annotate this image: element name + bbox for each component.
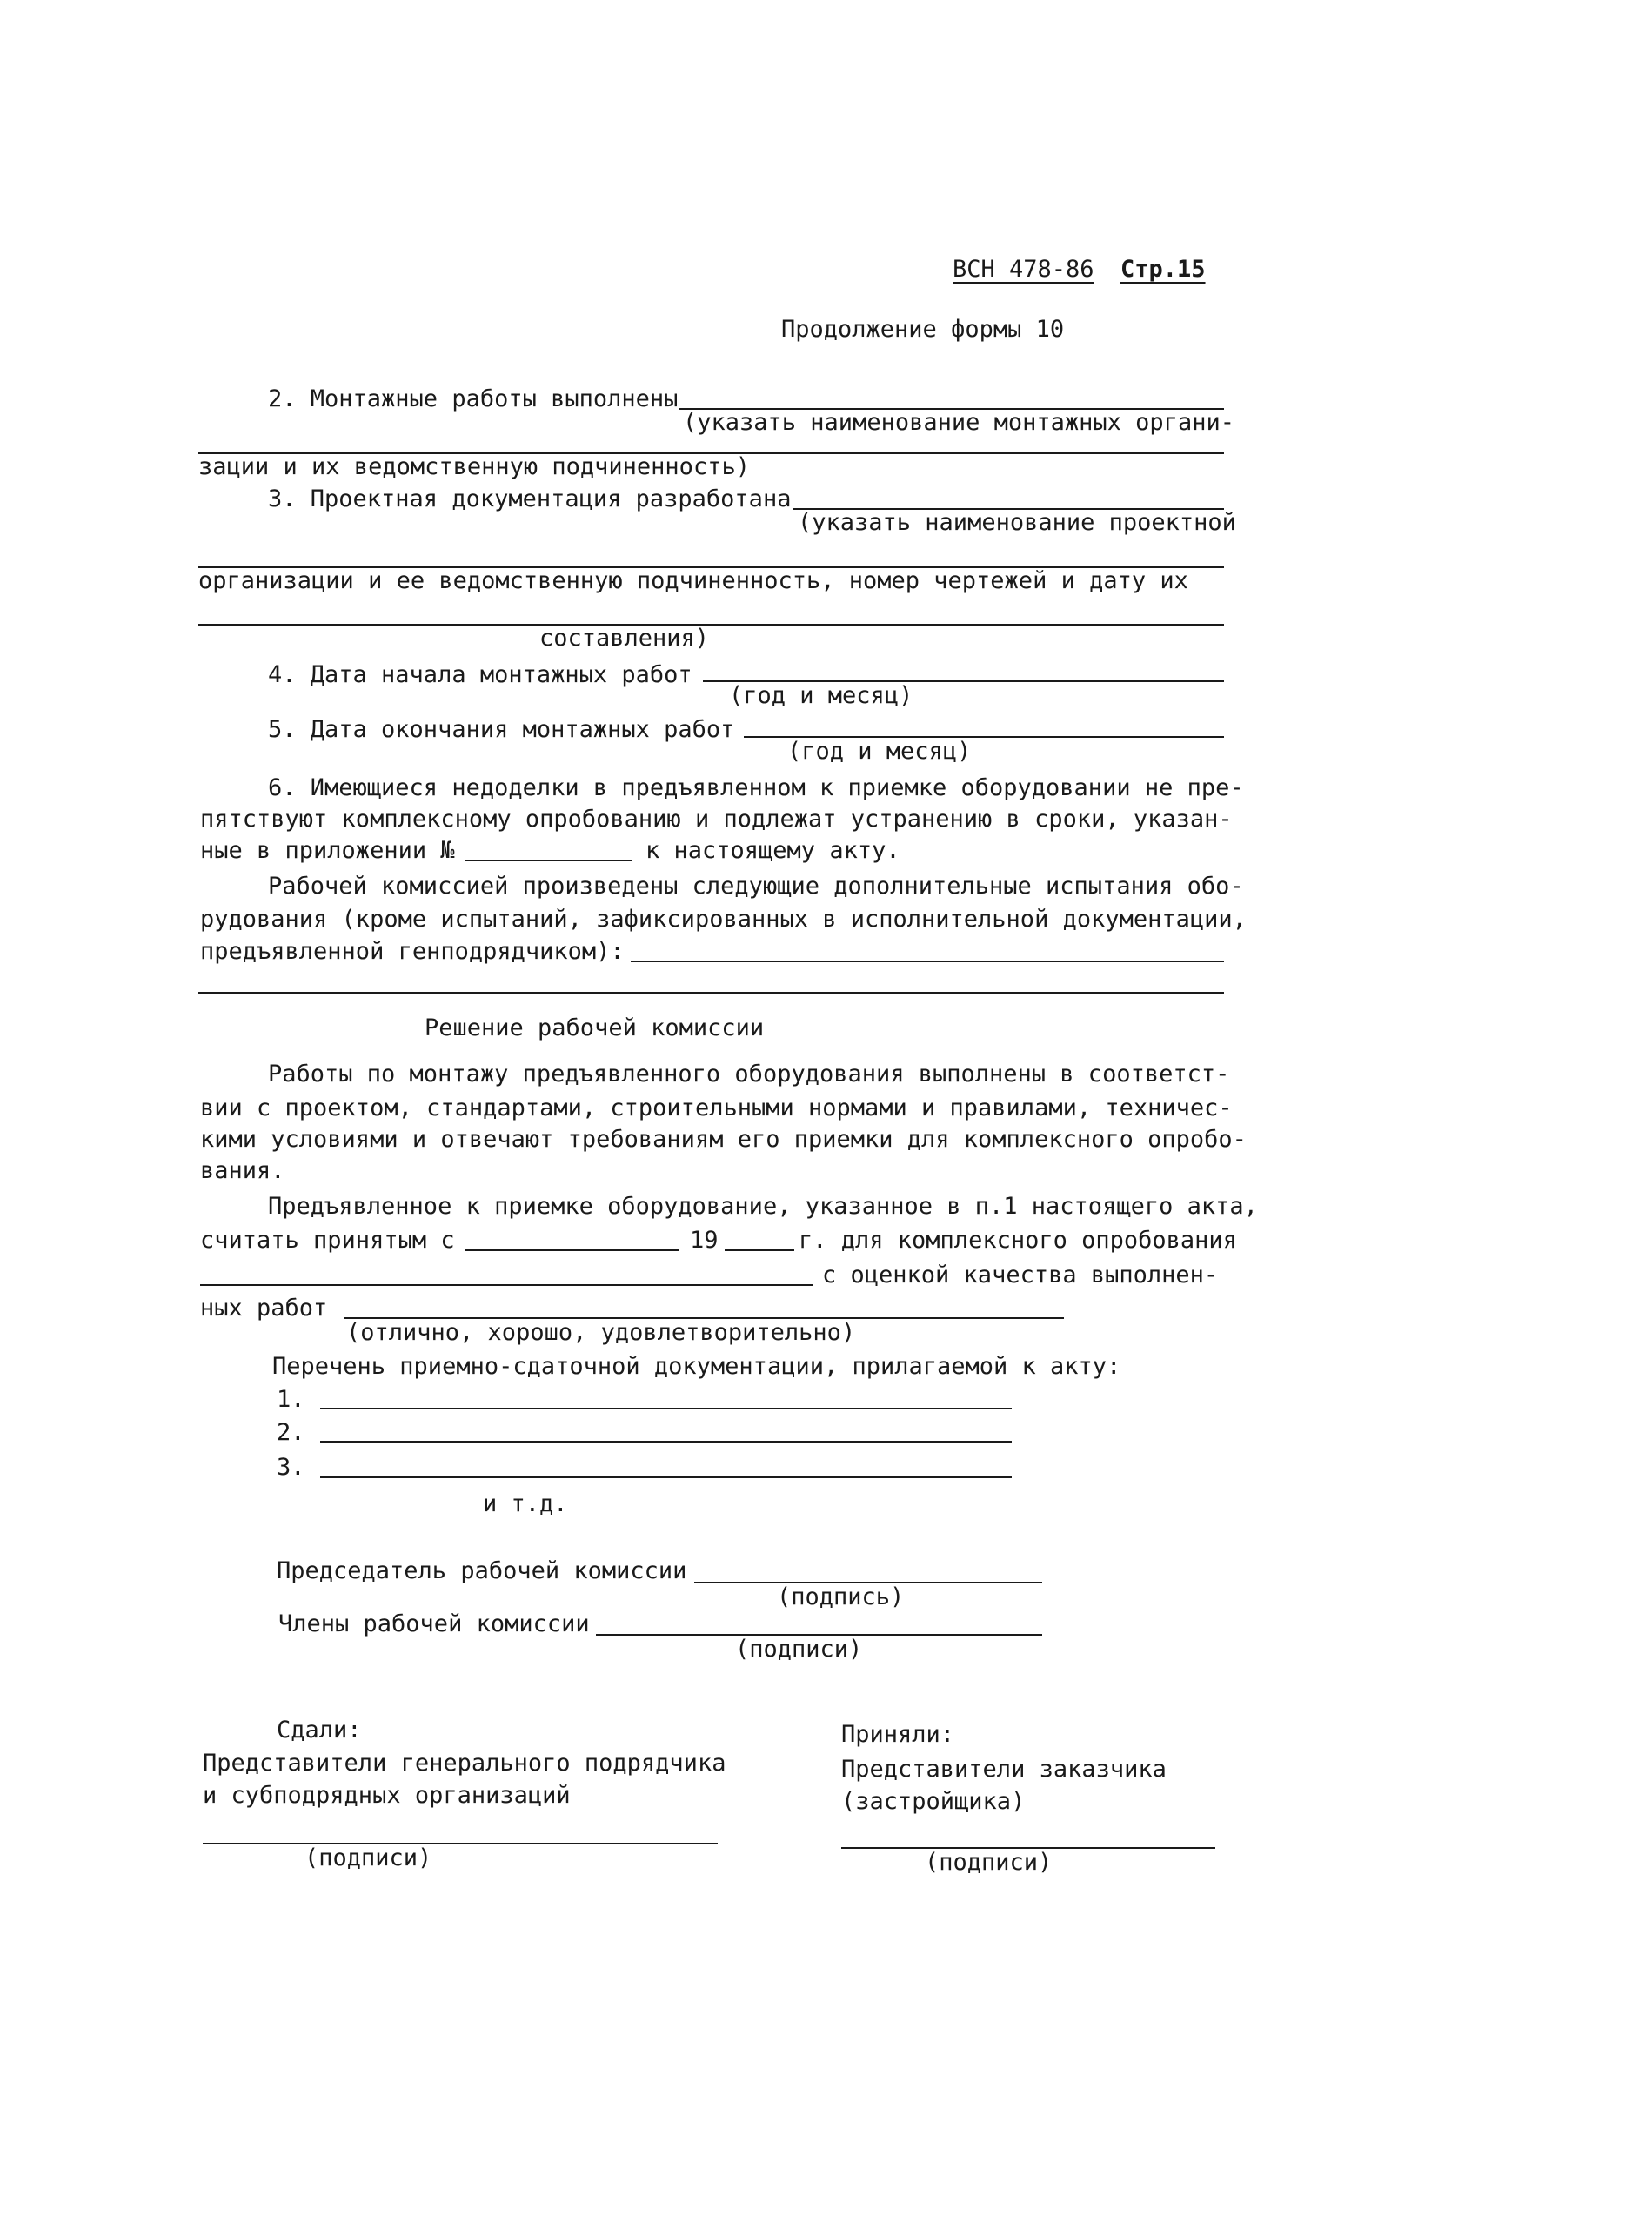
docs-list-item-2-number: 2.	[277, 1419, 305, 1446]
docs-list-etc: и т.д.	[483, 1490, 568, 1517]
item-6-line-3b: к настоящему акту.	[645, 837, 900, 864]
handed-over-line-1: Представители генерального подрядчика	[203, 1750, 726, 1777]
docs-list-item-1-blank	[320, 1408, 1012, 1409]
appendix-number-blank	[465, 860, 632, 861]
tests-line-2: рудования (кроме испытаний, зафиксированных в исполнительной документации,	[200, 906, 1247, 933]
handed-over-signature-hint: (подписи)	[304, 1844, 432, 1871]
item-3-hint-1: (указать наименование проектной	[798, 509, 1236, 536]
item-2-label: 2. Монтажные работы выполнены	[268, 385, 679, 412]
item-3-blank-3	[198, 624, 1224, 626]
accepted-line-2: (застройщика)	[841, 1788, 1026, 1815]
chairman-signature-hint: (подпись)	[777, 1583, 905, 1610]
item-2-hint-1: (указать наименование монтажных органи-	[683, 409, 1234, 436]
decision-para-2-line-2b: 19	[690, 1227, 719, 1254]
members-signature-hint: (подписи)	[735, 1636, 863, 1663]
accepted-line-1: Представители заказчика	[841, 1756, 1167, 1783]
item-6-line-3a: ные в приложении №	[200, 837, 455, 864]
decision-para-1-line-4: вания.	[200, 1157, 285, 1184]
item-3-label: 3. Проектная документация разработана	[268, 485, 792, 512]
page-number: Стр.15	[1120, 256, 1206, 283]
tests-line-1: Рабочей комиссией произведены следующие дополнительные испытания обо-	[268, 873, 1244, 900]
acceptance-purpose-blank	[200, 1284, 813, 1286]
tests-line-3: предъявленной генподрядчиком):	[200, 938, 625, 965]
accepted-title: Приняли:	[841, 1721, 955, 1748]
handed-over-signature-blank	[203, 1843, 718, 1844]
item-5-label: 5. Дата окончания монтажных работ	[268, 716, 735, 743]
decision-para-1-line-2: вии с проектом, стандартами, строительными нормами и правилами, техничес-	[200, 1095, 1233, 1121]
decision-para-2-line-2c: г. для комплексного опробования	[799, 1227, 1237, 1254]
doc-code: ВСН 478-86	[953, 256, 1094, 283]
item-4-label: 4. Дата начала монтажных работ	[268, 661, 692, 688]
item-2-hint-2: зации и их ведомственную подчиненность)	[198, 453, 750, 480]
docs-list-item-1-number: 1.	[277, 1386, 305, 1413]
handed-over-line-2: и субподрядных организаций	[203, 1782, 571, 1809]
chairman-label: Председатель рабочей комиссии	[277, 1557, 687, 1584]
handed-over-title: Сдали:	[277, 1717, 362, 1744]
item-5-hint: (год и месяц)	[787, 738, 972, 765]
docs-list-item-3-number: 3.	[277, 1454, 305, 1481]
acceptance-date-blank	[465, 1249, 679, 1251]
quality-grade-hint: (отлично, хорошо, удовлетворительно)	[346, 1319, 856, 1346]
decision-title: Решение рабочей комиссии	[425, 1014, 765, 1041]
item-6-line-1: 6. Имеющиеся недоделки в предъявленном к приемке оборудовании не пре-	[268, 774, 1244, 801]
form-continuation-note: Продолжение формы 10	[781, 316, 1065, 343]
acceptance-year-blank	[725, 1249, 794, 1251]
docs-list-item-2-blank	[320, 1441, 1012, 1443]
decision-para-2-line-3: с оценкой качества выполнен-	[822, 1262, 1219, 1289]
tests-blank-1	[631, 961, 1224, 962]
decision-para-2-line-2a: считать принятым с	[200, 1227, 455, 1254]
item-3-hint-2: организации и ее ведомственную подчиненность, номер чертежей и дату их	[198, 567, 1188, 594]
decision-para-1-line-1: Работы по монтажу предъявленного оборудования выполнены в соответст-	[268, 1061, 1230, 1088]
decision-para-2-line-4: ных работ	[200, 1295, 328, 1322]
docs-list-title: Перечень приемно-сдаточной документации, прилагаемой к акту:	[272, 1353, 1121, 1380]
item-4-hint: (год и месяц)	[729, 682, 913, 709]
decision-para-2-line-1: Предъявленное к приемке оборудование, указанное в п.1 настоящего акта,	[268, 1193, 1258, 1220]
decision-para-1-line-3: кими условиями и отвечают требованиям его приемки для комплексного опробо-	[200, 1126, 1247, 1153]
item-3-hint-3: составления)	[539, 625, 710, 652]
accepted-signature-hint: (подписи)	[925, 1849, 1053, 1876]
docs-list-item-3-blank	[320, 1476, 1012, 1478]
tests-blank-2	[198, 992, 1224, 994]
members-label: Члены рабочей комиссии	[278, 1610, 590, 1637]
item-6-line-2: пятствуют комплексному опробованию и подлежат устранению в сроки, указан-	[200, 806, 1233, 833]
